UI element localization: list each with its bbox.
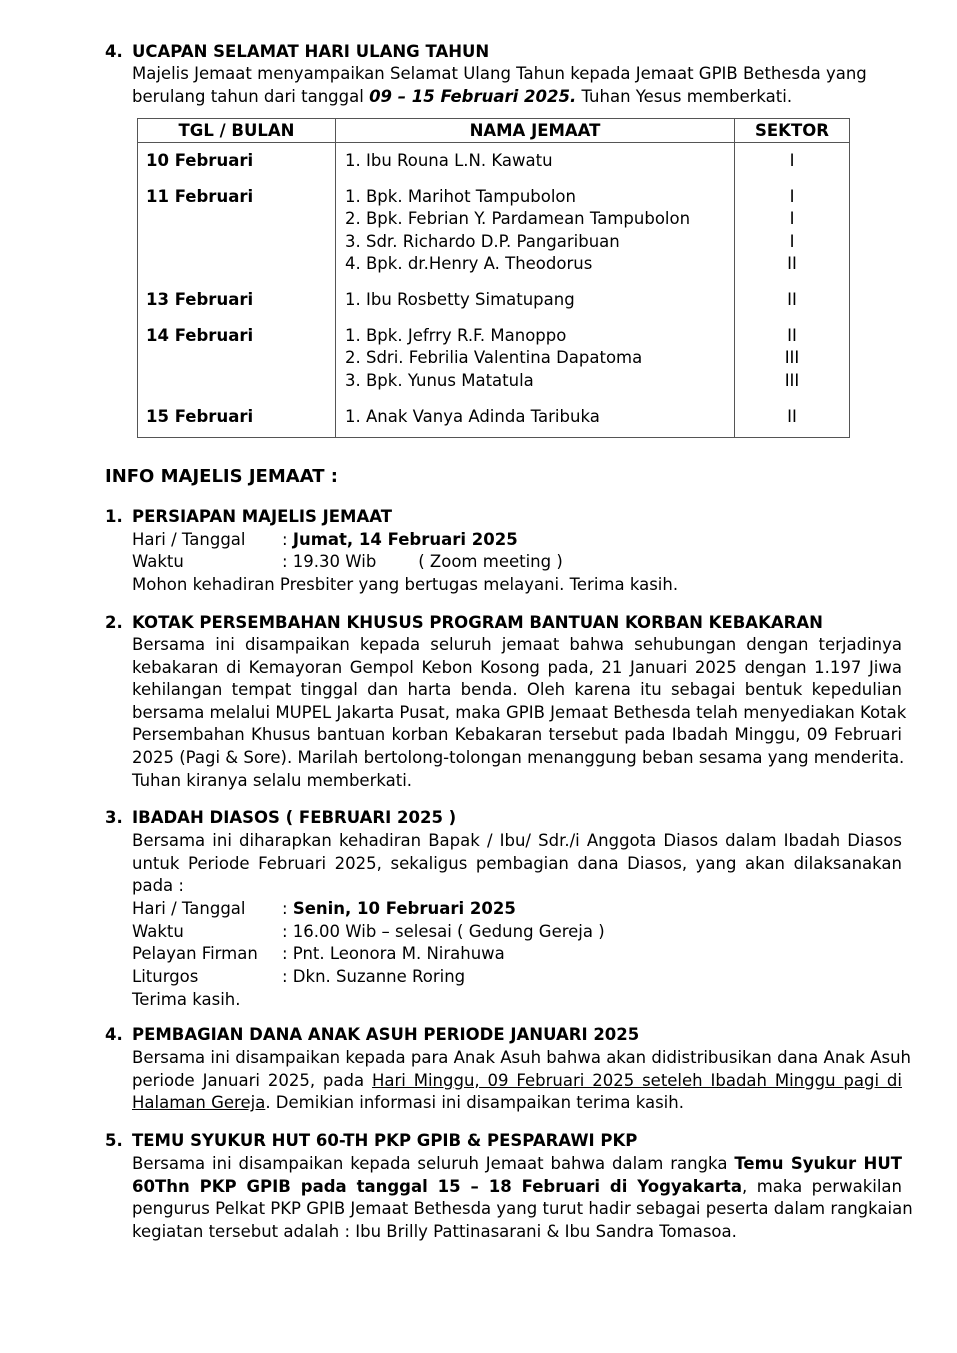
sektor-value: II xyxy=(787,254,797,274)
body-line: kebakaran di Kemayoran Gempol Kebon Kosong pada, 21 Januari 2025 dengan 1.197 Jiwa xyxy=(132,657,902,677)
row-names xyxy=(336,181,735,284)
value: : Dkn. Suzanne Roring xyxy=(282,967,466,986)
value: : Pnt. Leonora M. Nirahuwa xyxy=(282,944,505,963)
row-sektor xyxy=(735,400,850,437)
table-header-row xyxy=(138,119,850,143)
date-text: 10 Februari xyxy=(146,151,254,170)
underlined-text: Halaman Gereja xyxy=(132,1093,266,1113)
date-text: 13 Februari xyxy=(146,289,254,309)
body-text: Bersama ini disampaikan kepada seluruh Jemaat bahwa dalam rangka xyxy=(132,1154,735,1173)
person-name: 1. Ibu Rouna L.N. Kawatu xyxy=(345,151,553,170)
row-names xyxy=(336,320,735,401)
row-date xyxy=(138,143,336,181)
info1-note: Mohon kehadiran Presbiter yang bertugas melayani. Terima kasih. xyxy=(132,575,679,594)
body-line xyxy=(132,1070,902,1093)
body-line: Tuhan kiranya selalu memberkati. xyxy=(132,770,413,790)
body-line: untuk Periode Februari 2025, sekaligus pembagian dana Diasos, yang akan dilaksanakan xyxy=(132,853,902,873)
person-name: 1. Bpk. Marihot Tampubolon xyxy=(345,186,576,206)
person-name: 2. Sdri. Febrilia Valentina Dapatoma xyxy=(345,348,643,368)
sektor-value: II xyxy=(787,407,797,427)
label: Hari / Tanggal xyxy=(132,899,246,918)
row-sektor xyxy=(735,320,850,401)
body-line: kegiatan tersebut adalah : Ibu Brilly Pattinasarani & Ibu Sandra Tomasoa. xyxy=(132,1221,737,1241)
row-names xyxy=(336,143,735,181)
table-row xyxy=(138,143,850,181)
body-line xyxy=(132,1153,902,1176)
person-name: 3. Bpk. Yunus Matatula xyxy=(345,370,534,390)
info3-body xyxy=(132,830,902,898)
header-sektor: SEKTOR xyxy=(735,119,850,143)
info2-number: 2. xyxy=(105,613,123,632)
sektor-value: I xyxy=(789,151,795,170)
label: Waktu xyxy=(132,552,184,571)
person-name: 2. Bpk. Febrian Y. Pardamean Tampubolon xyxy=(345,209,691,229)
bold-text: 60Thn PKP GPIB pada tanggal 15 – 18 Februari di Yogyakarta xyxy=(132,1176,743,1196)
row-date xyxy=(138,284,336,320)
label: Waktu xyxy=(132,922,184,941)
row-names xyxy=(336,400,735,437)
intro-text: berulang tahun dari tanggal xyxy=(132,87,370,106)
bold-text: Temu Syukur HUT xyxy=(734,1154,902,1173)
birthday-table xyxy=(137,118,850,438)
body-line: Bersama ini disampaikan kepada seluruh jemaat bahwa sehubungan dengan terjadinya xyxy=(132,635,902,654)
info5-body xyxy=(132,1153,913,1243)
sektor-value: III xyxy=(784,370,800,390)
label: Hari / Tanggal xyxy=(132,530,246,549)
date-text: 14 Februari xyxy=(146,325,254,345)
body-line: bersama melalui MUPEL Jakarta Pusat, maka GPIB Jemaat Bethesda telah menyediakan Kotak xyxy=(132,702,907,722)
body-text: , maka perwakilan xyxy=(742,1176,902,1196)
info4-number: 4. xyxy=(105,1025,123,1044)
sektor-value: III xyxy=(784,348,800,368)
info3-title: IBADAH DIASOS ( FEBRUARI 2025 ) xyxy=(132,808,457,827)
value: : 16.00 Wib – selesai ( Gedung Gereja ) xyxy=(282,922,605,941)
body-line xyxy=(132,1092,902,1115)
date-text: 15 Februari xyxy=(146,407,254,427)
row-sektor xyxy=(735,181,850,284)
table-row xyxy=(138,400,850,437)
label: Liturgos xyxy=(132,967,199,986)
info1-title: PERSIAPAN MAJELIS JEMAAT xyxy=(132,507,392,526)
info1-date-row xyxy=(132,529,518,552)
value: Jumat, 14 Februari 2025 xyxy=(292,530,518,549)
sektor-value: I xyxy=(789,209,795,229)
body-line: Bersama ini disampaikan kepada para Anak Asuh bahwa akan didistribusikan dana Anak Asuh xyxy=(132,1048,911,1067)
info3-liturgist-row xyxy=(132,966,465,989)
body-line xyxy=(132,1176,902,1199)
info2-body xyxy=(132,634,907,792)
body-line: Bersama ini diharapkan kehadiran Bapak / Ibu/ Sdr./i Anggota Diasos dalam Ibadah Diasos xyxy=(132,831,902,850)
info2-title: KOTAK PERSEMBAHAN KHUSUS PROGRAM BANTUAN KORBAN KEBAKARAN xyxy=(132,613,823,632)
birthday-section-title: UCAPAN SELAMAT HARI ULANG TAHUN xyxy=(132,42,490,61)
row-sektor xyxy=(735,284,850,320)
body-line: Persembahan Khusus bantuan korban Kebakaran tersebut pada Ibadah Minggu, 09 Februari xyxy=(132,725,902,745)
header-name: NAMA JEMAAT xyxy=(336,119,735,143)
sektor-value: I xyxy=(789,231,795,251)
body-line: pada : xyxy=(132,876,184,896)
colon: : xyxy=(282,530,293,549)
intro-blessing: Tuhan Yesus memberkati. xyxy=(576,87,793,106)
info5-number: 5. xyxy=(105,1131,123,1150)
row-names xyxy=(336,284,735,320)
body-text: periode Januari 2025, pada xyxy=(132,1070,372,1090)
info4-title: PEMBAGIAN DANA ANAK ASUH PERIODE JANUARI 2025 xyxy=(132,1025,640,1044)
row-sektor xyxy=(735,143,850,181)
row-date xyxy=(138,320,336,401)
value: Senin, 10 Februari 2025 xyxy=(292,899,516,918)
info1-number: 1. xyxy=(105,507,123,526)
info3-time-row xyxy=(132,921,605,944)
info3-preacher-row xyxy=(132,943,505,966)
value: : 19.30 Wib ( Zoom meeting ) xyxy=(282,552,563,571)
label: Pelayan Firman xyxy=(132,944,258,963)
birthday-intro-line-2 xyxy=(132,86,792,109)
sektor-value: II xyxy=(787,289,797,309)
table-row xyxy=(138,284,850,320)
date-text: 11 Februari xyxy=(146,186,254,206)
colon: : xyxy=(282,899,293,918)
header-date: TGL / BULAN xyxy=(138,119,336,143)
person-name: 1. Bpk. Jefrry R.F. Manoppo xyxy=(345,325,567,345)
person-name: 1. Ibu Rosbetty Simatupang xyxy=(345,289,575,309)
info5-title: TEMU SYUKUR HUT 60-TH PKP GPIB & PESPARAWI PKP xyxy=(132,1131,638,1150)
birthday-section-number: 4. xyxy=(105,42,123,61)
row-date xyxy=(138,400,336,437)
person-name: 1. Anak Vanya Adinda Taribuka xyxy=(345,407,600,427)
info3-thanks: Terima kasih. xyxy=(132,990,241,1009)
info3-number: 3. xyxy=(105,808,123,827)
info3-date-row xyxy=(132,898,516,921)
info4-body xyxy=(132,1047,911,1115)
underlined-text: Hari Minggu, 09 Februari 2025 seteleh Ibadah Minggu pagi di xyxy=(371,1070,902,1090)
person-name: 4. Bpk. dr.Henry A. Theodorus xyxy=(345,254,593,274)
table-row xyxy=(138,181,850,284)
row-date xyxy=(138,181,336,284)
person-name: 3. Sdr. Richardo D.P. Pangaribuan xyxy=(345,231,620,251)
body-line: 2025 (Pagi & Sore). Marilah bertolong-tolongan menanggung beban sesama yang menderita. xyxy=(132,747,905,767)
birthday-intro-line-1: Majelis Jemaat menyampaikan Selamat Ulang Tahun kepada Jemaat GPIB Bethesda yang xyxy=(132,64,867,83)
sektor-value: I xyxy=(789,186,795,206)
body-line: pengurus Pelkat PKP GPIB Jemaat Bethesda yang turut hadir sebagai peserta dalam rangkaian xyxy=(132,1199,913,1219)
info1-time-row xyxy=(132,551,563,574)
body-text: . Demikian informasi ini disampaikan terima kasih. xyxy=(265,1093,684,1113)
sektor-value: II xyxy=(787,325,797,345)
body-line: kehilangan tempat tinggal dan harta benda. Oleh karena itu sebagai bentuk kepedulian xyxy=(132,680,902,700)
table-row xyxy=(138,320,850,401)
info-heading: INFO MAJELIS JEMAAT : xyxy=(105,466,338,487)
intro-dates: 09 – 15 Februari 2025. xyxy=(369,87,577,106)
